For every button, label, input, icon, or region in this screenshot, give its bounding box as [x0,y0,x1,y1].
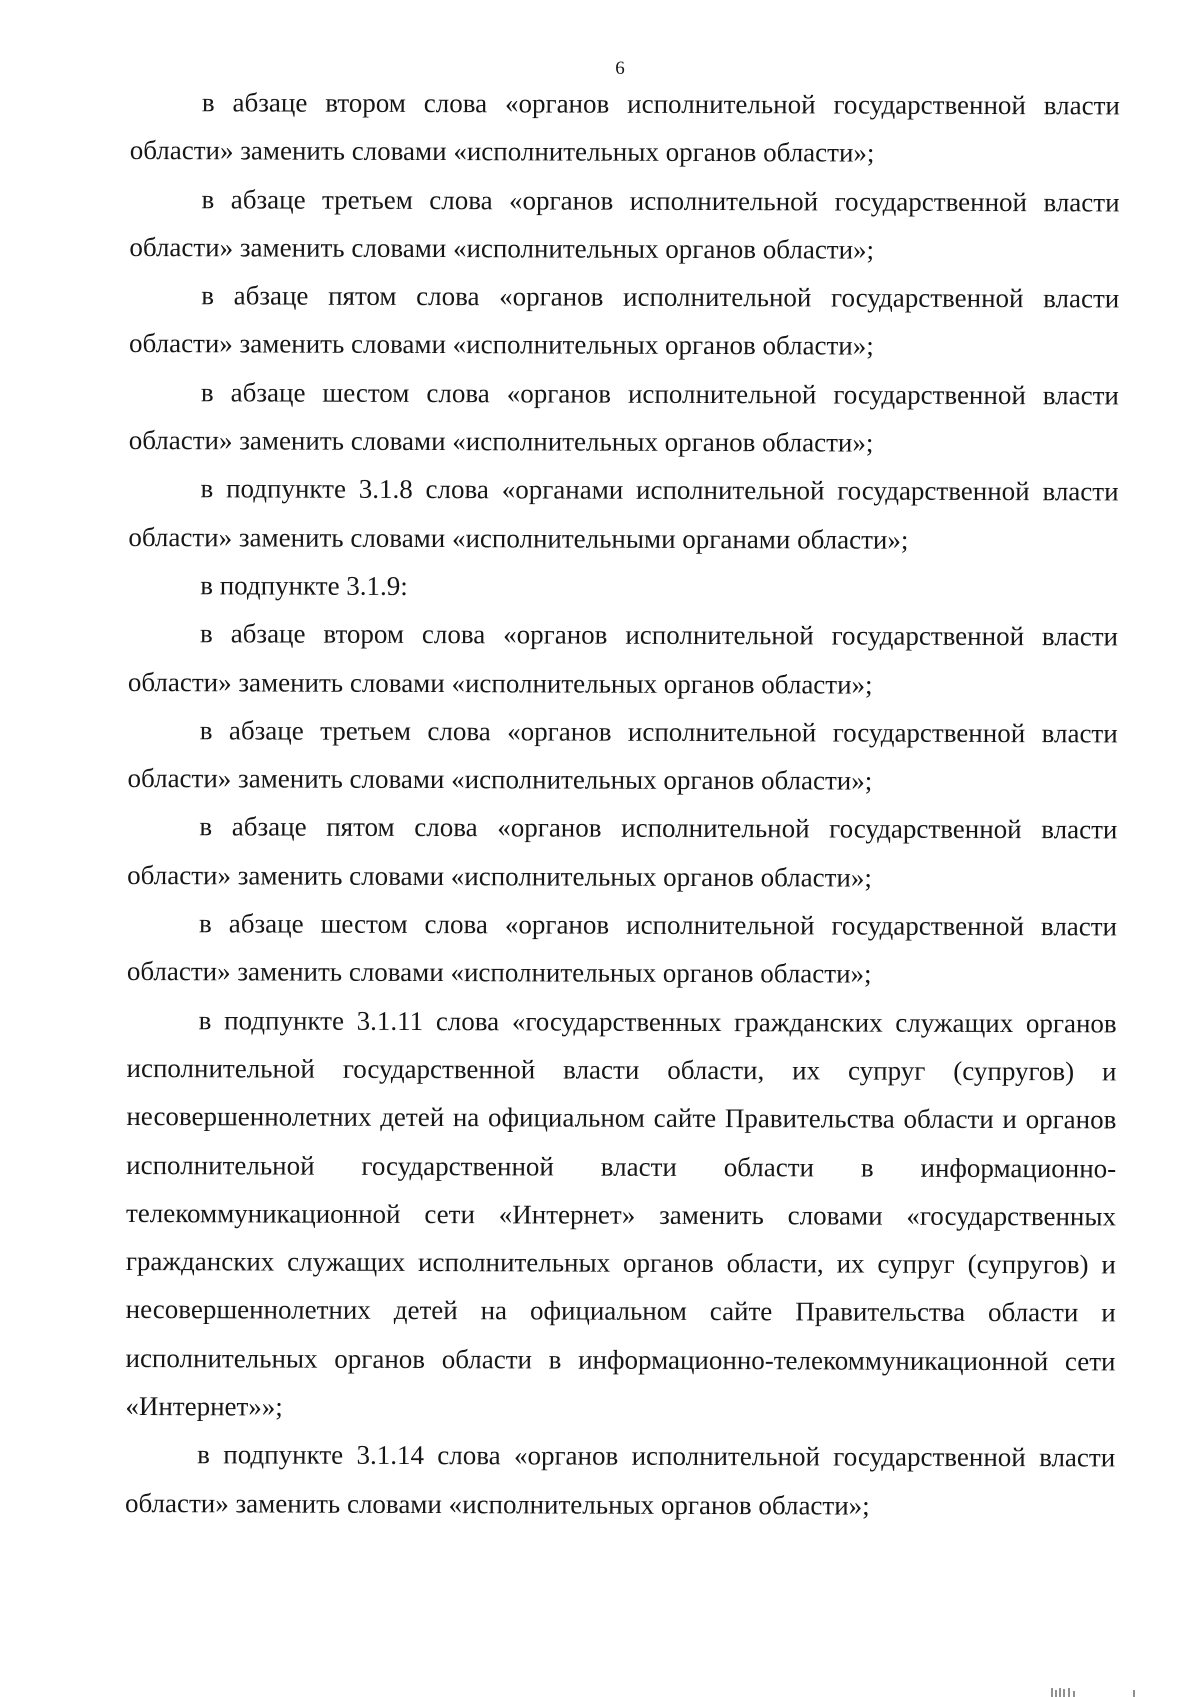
paragraph-3-1-9-abzac-3: в абзаце третьем слова «органов исполнительной государственной власти области» заменить словами «исполнительных органов области»; [127,715,1118,796]
paragraph-subitem-3-1-9-heading: в подпункте 3.1.9: [200,570,408,601]
paragraph-subitem-3-1-14: в подпункте 3.1.14 слова «органов исполнительной государственной власти области» заменить словами «исполнительных органов области»; [124,1439,1116,1521]
page-number: 6 [615,58,625,79]
paragraph-subitem-3-1-8: в подпункте 3.1.8 слова «органами исполнительной государственной власти области» заменить словами «исполнительными органами области»; [128,473,1119,555]
paragraph-abzac-3: в абзаце третьем слова «органов исполнительной государственной власти области» заменить словами «исполнительных органов области»; [129,183,1120,265]
paragraph-subitem-3-1-11: в подпункте 3.1.11 слова «государственных гражданских служащих органов исполнительной государственной власти области, их супруг (супругов) и несовершеннолетних детей на официальном сайте Правительства области и органов исполнительной государственной власти области в информационно-телекоммуникационной сети «Интернет» заменить словами «государственных гражданских служащих исполнительных органов области, их супруг (супругов) и несовершеннолетних детей на официальном сайте Правительства области и исполнительных органов области в информационно-телекоммуникационной сети «Интернет»»; [125,1004,1117,1422]
document-body [125,78,1120,1530]
scan-edge-marks [1050,1688,1170,1697]
paragraph-abzac-2: в абзаце втором слова «органов исполнительной государственной власти области» заменить словами «исполнительных органов области»; [129,87,1120,168]
paragraph-3-1-9-abzac-5: в абзаце пятом слова «органов исполнительной государственной власти области» заменить словами «исполнительных органов области»; [127,811,1118,893]
paragraph-abzac-6: в абзаце шестом слова «органов исполнительной государственной власти области» заменить словами «исполнительных органов области»; [128,377,1119,458]
paragraph-3-1-9-abzac-2: в абзаце втором слова «органов исполнительной государственной власти области» заменить словами «исполнительных органов области»; [127,618,1119,700]
paragraph-abzac-5: в абзаце пятом слова «органов исполнительной государственной власти области» заменить словами «исполнительных органов области»; [129,280,1120,362]
paragraph-3-1-9-abzac-6: в абзаце шестом слова «органов исполнительной государственной власти области» заменить словами «исполнительных органов области»; [126,908,1118,989]
